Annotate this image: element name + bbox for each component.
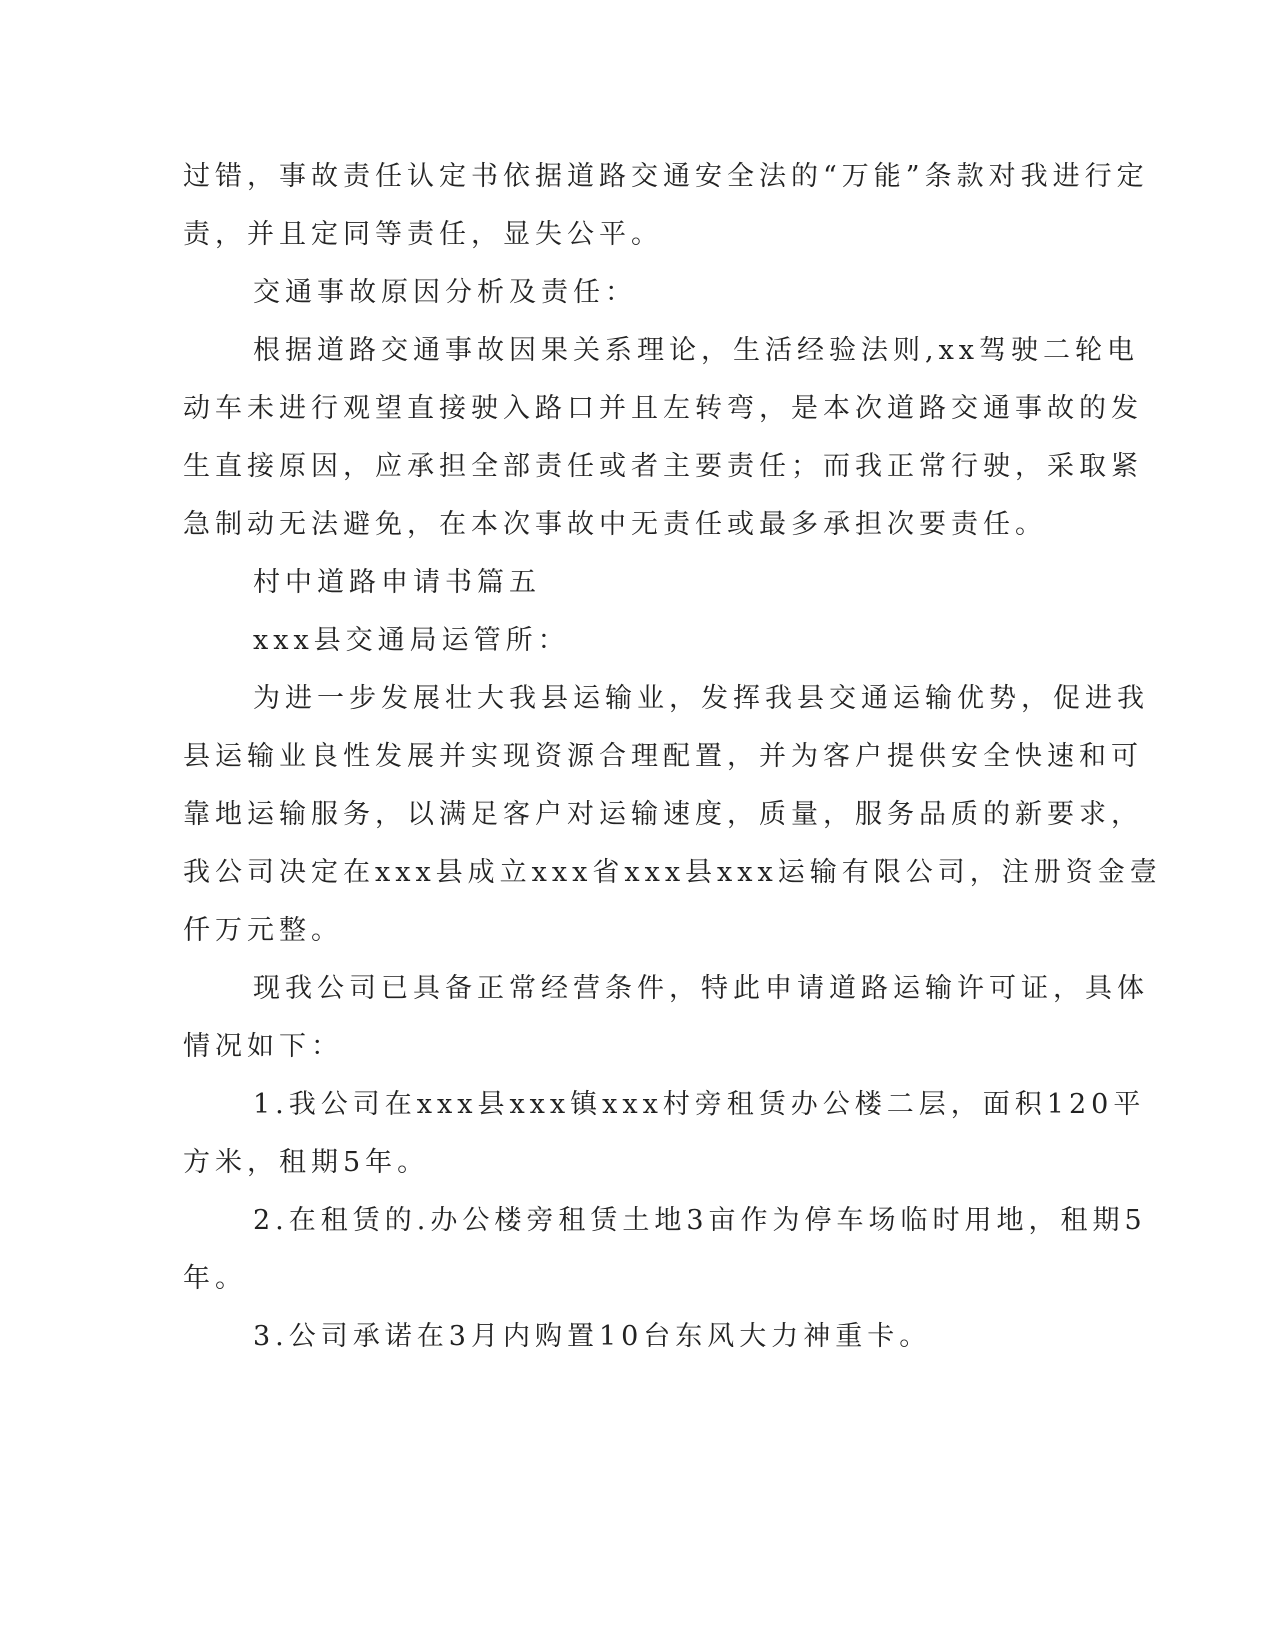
text-line: 仟万元整。 bbox=[183, 915, 343, 946]
text-line: 急制动无法避免，在本次事故中无责任或最多承担次要责任。 bbox=[183, 509, 1047, 540]
text-line: 年。 bbox=[183, 1263, 247, 1294]
text-line: 现我公司已具备正常经营条件，特此申请道路运输许可证，具体 bbox=[253, 973, 1149, 1004]
text-line: 方米，租期5年。 bbox=[183, 1147, 430, 1178]
text-line: 靠地运输服务，以满足客户对运输速度，质量，服务品质的新要求， bbox=[183, 799, 1143, 830]
section-title: 村中道路申请书篇五 bbox=[253, 567, 541, 598]
text-line: 为进一步发展壮大我县运输业，发挥我县交通运输优势，促进我 bbox=[253, 683, 1149, 714]
list-item: 3.公司承诺在3月内购置10台东风大力神重卡。 bbox=[253, 1321, 932, 1352]
text-line: 根据道路交通事故因果关系理论，生活经验法则,xx驾驶二轮电 bbox=[253, 335, 1140, 366]
text-line: 责，并且定同等责任，显失公平。 bbox=[183, 219, 663, 250]
section-heading: 交通事故原因分析及责任： bbox=[253, 277, 637, 308]
document-body bbox=[183, 148, 1162, 1366]
list-item: 1.我公司在xxx县xxx镇xxx村旁租赁办公楼二层，面积120平 bbox=[253, 1089, 1146, 1120]
text-line: 我公司决定在xxx县成立xxx省xxx县xxx运输有限公司，注册资金壹 bbox=[183, 857, 1162, 888]
list-item: 2.在租赁的.办公楼旁租赁土地3亩作为停车场临时用地，租期5 bbox=[253, 1205, 1147, 1236]
text-line: 动车未进行观望直接驶入路口并且左转弯，是本次道路交通事故的发 bbox=[183, 393, 1143, 424]
text-line: 过错，事故责任认定书依据道路交通安全法的“万能”条款对我进行定 bbox=[183, 161, 1149, 192]
text-line: 生直接原因，应承担全部责任或者主要责任；而我正常行驶，采取紧 bbox=[183, 451, 1143, 482]
text-line: 情况如下： bbox=[183, 1031, 343, 1062]
text-line: 县运输业良性发展并实现资源合理配置，并为客户提供安全快速和可 bbox=[183, 741, 1143, 772]
addressee: xxx县交通局运管所： bbox=[253, 625, 570, 656]
